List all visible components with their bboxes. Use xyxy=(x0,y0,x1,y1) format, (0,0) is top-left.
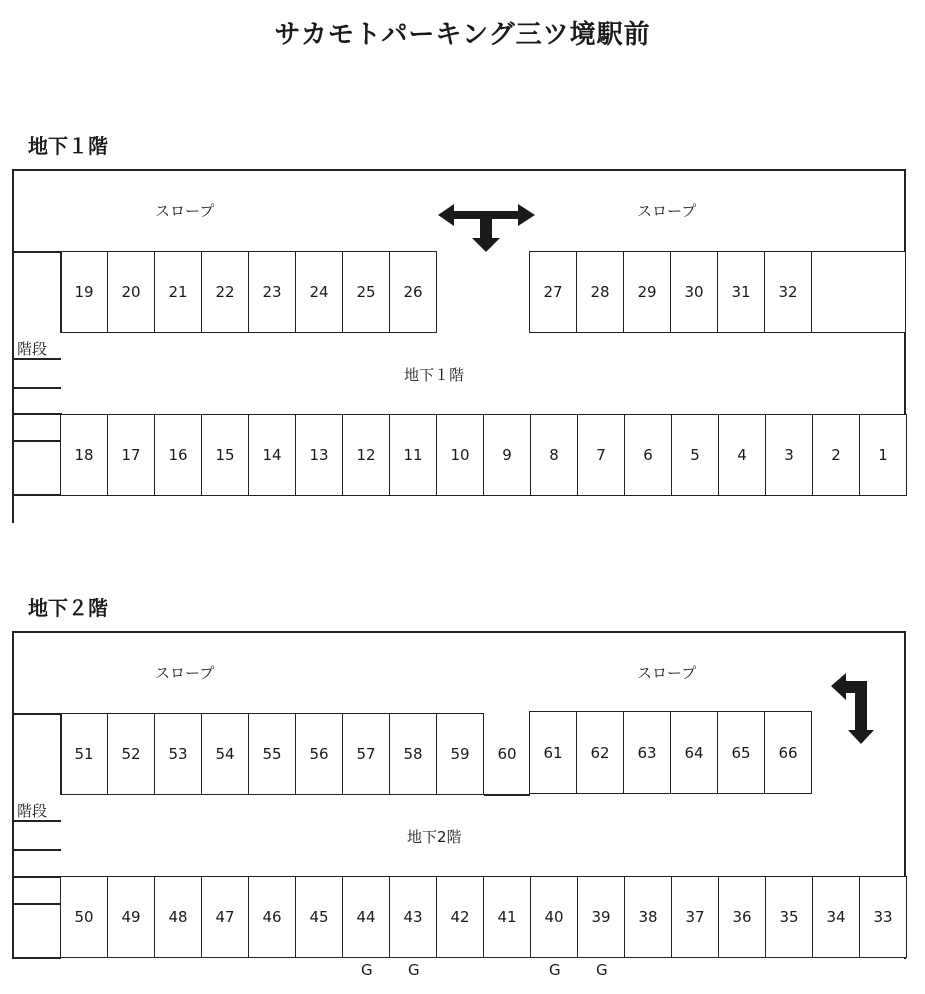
parking-space-50: 50 xyxy=(60,876,108,958)
parking-space-56: 56 xyxy=(295,713,343,795)
parking-space-18: 18 xyxy=(60,414,108,496)
parking-space-7: 7 xyxy=(577,414,625,496)
t-junction-arrow-icon xyxy=(438,204,535,252)
b1-aisle-label: 地下１階 xyxy=(404,366,465,384)
b2-aisle-label: 地下2階 xyxy=(407,828,462,846)
parking-space-57: 57 xyxy=(342,713,390,795)
parking-space-65: 65 xyxy=(717,711,765,794)
parking-space-32: 32 xyxy=(764,251,812,333)
parking-space-19: 19 xyxy=(60,251,108,333)
b1-slope-right-label: スロープ xyxy=(637,202,697,220)
parking-space-58: 58 xyxy=(389,713,437,795)
parking-space-12: 12 xyxy=(342,414,390,496)
parking-space-26: 26 xyxy=(389,251,437,333)
floor-b2-heading: 地下２階 xyxy=(28,596,108,620)
parking-space-59: 59 xyxy=(436,713,484,795)
parking-space-11: 11 xyxy=(389,414,437,496)
parking-space-38: 38 xyxy=(624,876,672,958)
parking-space-27: 27 xyxy=(529,251,577,333)
parking-space-52: 52 xyxy=(107,713,155,795)
parking-space-48: 48 xyxy=(154,876,202,958)
parking-space-17: 17 xyxy=(107,414,155,496)
parking-space-10: 10 xyxy=(436,414,484,496)
parking-space-44: 44 xyxy=(342,876,390,958)
parking-space-63: 63 xyxy=(623,711,671,794)
floor-b1-heading: 地下１階 xyxy=(28,134,108,158)
parking-space-22: 22 xyxy=(201,251,249,333)
parking-space-2: 2 xyxy=(812,414,860,496)
page-title: サカモトパーキング三ツ境駅前 xyxy=(274,20,651,50)
g-mark-40: G xyxy=(549,961,561,979)
g-mark-44: G xyxy=(361,961,373,979)
parking-space-23: 23 xyxy=(248,251,296,333)
parking-space-14: 14 xyxy=(248,414,296,496)
parking-space-24: 24 xyxy=(295,251,343,333)
turn-down-arrow-icon xyxy=(831,673,874,744)
b2-slope-right-label: スロープ xyxy=(637,664,697,682)
parking-space-35: 35 xyxy=(765,876,813,958)
parking-space-39: 39 xyxy=(577,876,625,958)
g-mark-39: G xyxy=(596,961,608,979)
parking-space-54: 54 xyxy=(201,713,249,795)
g-mark-43: G xyxy=(408,961,420,979)
parking-space-41: 41 xyxy=(483,876,531,958)
parking-space-64: 64 xyxy=(670,711,718,794)
parking-space-47: 47 xyxy=(201,876,249,958)
parking-space-34: 34 xyxy=(812,876,860,958)
b2-slope-left-label: スロープ xyxy=(155,664,215,682)
parking-space-33: 33 xyxy=(859,876,907,958)
parking-space-15: 15 xyxy=(201,414,249,496)
parking-space-55: 55 xyxy=(248,713,296,795)
parking-space-28: 28 xyxy=(576,251,624,333)
parking-space-20: 20 xyxy=(107,251,155,333)
parking-space-62: 62 xyxy=(576,711,624,794)
parking-space-6: 6 xyxy=(624,414,672,496)
parking-space-40: 40 xyxy=(530,876,578,958)
parking-space-25: 25 xyxy=(342,251,390,333)
parking-space-1: 1 xyxy=(859,414,907,496)
parking-space-66: 66 xyxy=(764,711,812,794)
parking-space-31: 31 xyxy=(717,251,765,333)
parking-space-60: 60 xyxy=(497,745,517,763)
parking-space-43: 43 xyxy=(389,876,437,958)
parking-space-13: 13 xyxy=(295,414,343,496)
b1-slope-left-label: スロープ xyxy=(155,202,215,220)
parking-space-4: 4 xyxy=(718,414,766,496)
parking-space-29: 29 xyxy=(623,251,671,333)
parking-space-3: 3 xyxy=(765,414,813,496)
parking-space-8: 8 xyxy=(530,414,578,496)
parking-space-36: 36 xyxy=(718,876,766,958)
parking-space-46: 46 xyxy=(248,876,296,958)
parking-space-21: 21 xyxy=(154,251,202,333)
parking-space-37: 37 xyxy=(671,876,719,958)
parking-space-51: 51 xyxy=(60,713,108,795)
parking-space-45: 45 xyxy=(295,876,343,958)
parking-space-30: 30 xyxy=(670,251,718,333)
parking-space-49: 49 xyxy=(107,876,155,958)
parking-space-53: 53 xyxy=(154,713,202,795)
parking-space-5: 5 xyxy=(671,414,719,496)
b1-stairs-label: 階段 xyxy=(17,340,48,358)
parking-space-42: 42 xyxy=(436,876,484,958)
parking-space-16: 16 xyxy=(154,414,202,496)
b2-stairs-label: 階段 xyxy=(17,802,48,820)
parking-space-9: 9 xyxy=(483,414,531,496)
parking-space-61: 61 xyxy=(529,711,577,794)
